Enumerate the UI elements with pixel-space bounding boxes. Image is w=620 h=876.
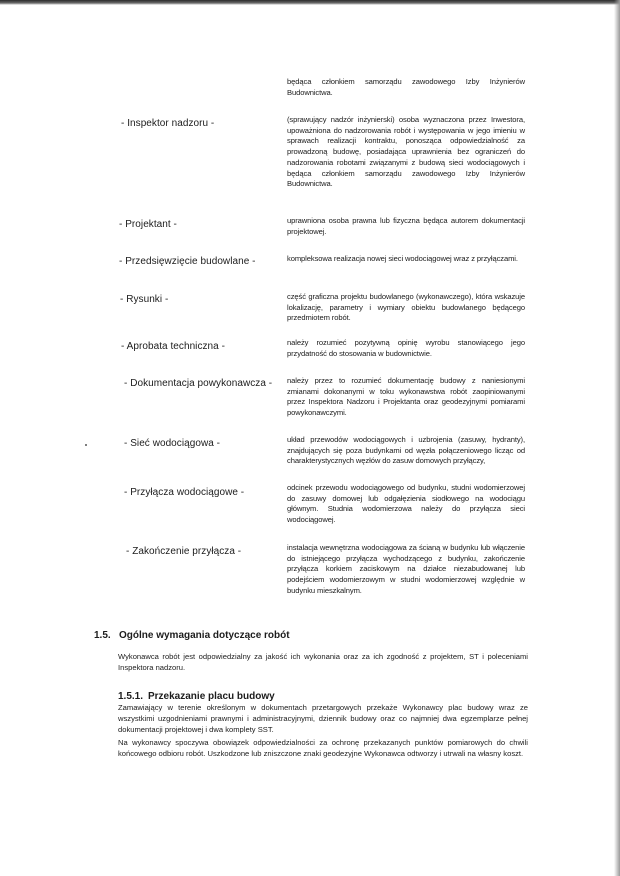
subsection-paragraph-1: Zamawiający w terenie określonym w dokumentach przetargowych przekaże Wykonawcy plac budowy wraz ze wszystkimi uzgodnieniami prawnymi i administracyjnymi, dziennik budowy oraz co najmniej dwa egzemplarze pełnej dokumentacji projektowej i dwa komplety SST. <box>118 703 528 734</box>
term-przylacza-wodociagowe: - Przyłącza wodociągowe - <box>124 487 245 498</box>
definition-aprobata-techniczna: należy rozumieć pozytywną opinię wyrobu stanowiącego jego przydatność do stosowania w budownictwie. <box>287 338 525 358</box>
definition-projektant: uprawniona osoba prawna lub fizyczna będąca autorem dokumentacji projektowej. <box>287 216 525 236</box>
term-dokumentacja-powykonawcza: - Dokumentacja powykonawcza - <box>124 378 273 389</box>
definition-dokumentacja-powykonawcza: należy przez to rozumieć dokumentację budowy z naniesionymi zmianami dokonanymi w toku wykonawstwa robót zaopiniowanymi przez Inspektora Nadzoru i Projektanta oraz geodezyjnymi pomiarami powykonawczymi. <box>287 376 525 418</box>
term-projektant: - Projektant - <box>119 219 177 230</box>
term-rysunki: - Rysunki - <box>120 294 169 305</box>
term-inspektor-nadzoru: - Inspektor nadzoru - <box>121 118 215 129</box>
definition-text-continuation: będąca członkiem samorządu zawodowego Izby Inżynierów Budownictwa. <box>287 77 525 97</box>
term-przedsiewziecie-budowlane: - Przedsięwzięcie budowlane - <box>119 256 256 267</box>
term-zakonczenie-przylacza: - Zakończenie przyłącza - <box>126 546 242 557</box>
definition-inspektor-nadzoru: (sprawujący nadzór inżynierski) osoba wyznaczona przez Inwestora, upoważniona do nadzorowania robót i występowania w jego imieniu w sprawach realizacji kontraktu, ponosząca odpowiedzialność za prowadzoną budowę, posiadająca uprawnienia bez ograniczeń do nadzorowania robotami związanymi z budową sieci wodociągowych i będąca członkiem samorządu zawodowego Izby Inżynierów Budownictwa. <box>287 115 525 189</box>
definition-zakonczenie-przylacza: instalacja wewnętrzna wodociągowa za ścianą w budynku lub włączenie do istniejącego przyłącza wychodzącego z budynku, zakończenie przyłącza korkiem zaciskowym na działce niezabudowanej lub podejściem wodomierzowym w studni wodomierzowej względnie w budynku mieszkalnym. <box>287 543 525 595</box>
definition-siec-wodociagowa: układ przewodów wodociągowych i uzbrojenia (zasuwy, hydranty), znajdujących się poza budynkami od węzła połączeniowego licząc od charakterystycznych węzłów do zasuw domowych przyłączy, <box>287 435 525 466</box>
definition-przedsiewziecie-budowlane: kompleksowa realizacja nowej sieci wodociągowej wraz z przyłączami. <box>287 254 518 263</box>
subsection-title: Przekazanie placu budowy <box>148 691 275 702</box>
term-aprobata-techniczna: - Aprobata techniczna - <box>121 341 225 352</box>
term-siec-wodociagowa: - Sieć wodociągowa - <box>124 438 221 449</box>
scan-speck <box>85 444 87 446</box>
section-intro-paragraph: Wykonawca robót jest odpowiedzialny za jakość ich wykonania oraz za ich zgodność z projektem, ST i poleceniami Inspektora nadzoru. <box>118 652 528 672</box>
section-number: 1.5. <box>94 630 111 641</box>
definition-przylacza-wodociagowe: odcinek przewodu wodociągowego od budynku, studni wodomierzowej do zasuwy domowej lub odgałęzienia siodłowego na wodociągu głównym. Studnia wodomierzowa należy do przyłącza sieci wodociągowej. <box>287 483 525 525</box>
definition-rysunki: część graficzna projektu budowlanego (wykonawczego), która wskazuje lokalizację, parametry i wymiary obiektu budowlanego będącego przedmiotem robót. <box>287 292 525 323</box>
subsection-number: 1.5.1. <box>118 691 144 702</box>
subsection-paragraph-2: Na wykonawcy spoczywa obowiązek odpowiedzialności za ochronę przekazanych punktów pomiarowych do chwili końcowego odbioru robót. Uszkodzone lub zniszczone znaki geodezyjne Wykonawca odtworzy i utrwali na własny koszt. <box>118 738 528 758</box>
section-title: Ogólne wymagania dotyczące robót <box>119 630 290 641</box>
